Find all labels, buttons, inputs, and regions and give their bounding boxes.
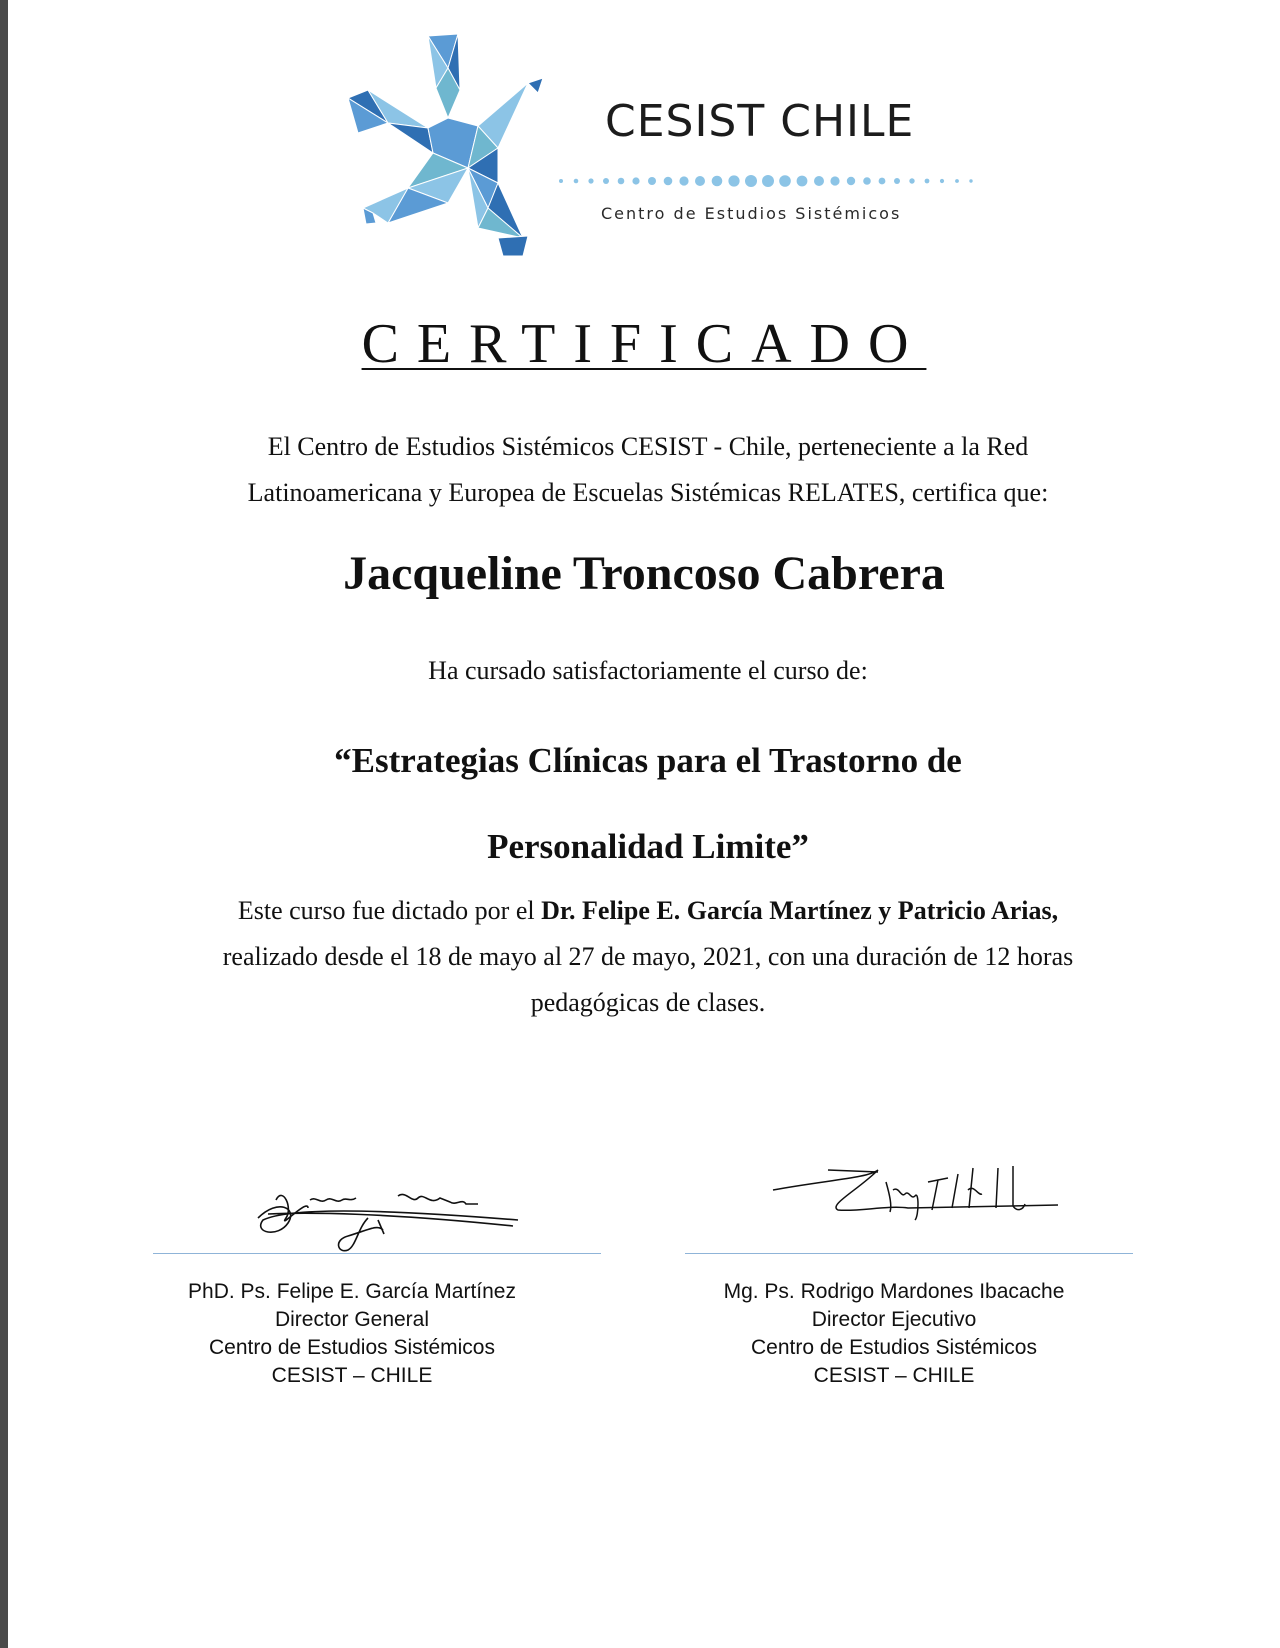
course-title [158,718,1138,890]
details-line-1 [158,888,1138,934]
signatory-2-org: Centro de Estudios Sistémicos [751,1336,1037,1359]
signatory-2-name: Mg. Ps. Rodrigo Mardones Ibacache [723,1280,1065,1303]
signatory-2 [670,1278,1118,1390]
intro-line-1: El Centro de Estudios Sistémicos CESIST - Chile, perteneciente a la Red [267,432,1029,461]
recipient-name: Jacqueline Troncoso Cabrera [343,547,945,600]
signatory-1-org2: CESIST – CHILE [271,1364,433,1387]
course-title-line-1: “Estrategias Clínicas para el Trastorno de [334,741,962,780]
logo-dot-divider [556,170,976,192]
geometric-star-logo-icon [348,28,568,273]
course-title-line-2: Personalidad Limite” [487,827,809,866]
completed-text: Ha cursado satisfactoriamente el curso de: [428,656,868,685]
signatory-2-role: Director Ejecutivo [811,1308,977,1331]
signatory-1-org: Centro de Estudios Sistémicos [209,1336,495,1359]
course-details [158,888,1138,1026]
details-line-3: pedagógicas de clases. [530,988,766,1017]
signatory-1-name: PhD. Ps. Felipe E. García Martínez [188,1280,516,1303]
details-instructors: Dr. Felipe E. García Martínez y Patricio Arias, [541,896,1059,925]
intro-line-2: Latinoamericana y Europea de Escuelas Sistémicas RELATES, certifica que: [247,478,1049,507]
details-prefix: Este curso fue dictado por el [237,896,542,925]
certificate-page [8,0,1280,1648]
signature-image-1 [248,1178,538,1258]
signatory-2-org2: CESIST – CHILE [813,1364,975,1387]
signatory-1 [128,1278,576,1390]
details-line-2: realizado desde el 18 de mayo al 27 de mayo, 2021, con una duración de 12 horas [222,942,1074,971]
page-edge-bar [0,0,8,1648]
signature-line-2 [685,1253,1133,1254]
signatory-1-role: Director General [274,1308,430,1331]
logo-title: CESIST CHILE [605,96,915,147]
logo-subtitle: Centro de Estudios Sistémicos [601,204,902,223]
signature-image-2 [768,1160,1078,1230]
certificate-title: CERTIFICADO [361,313,927,375]
signature-line-1 [153,1253,601,1254]
intro-paragraph [158,424,1138,516]
